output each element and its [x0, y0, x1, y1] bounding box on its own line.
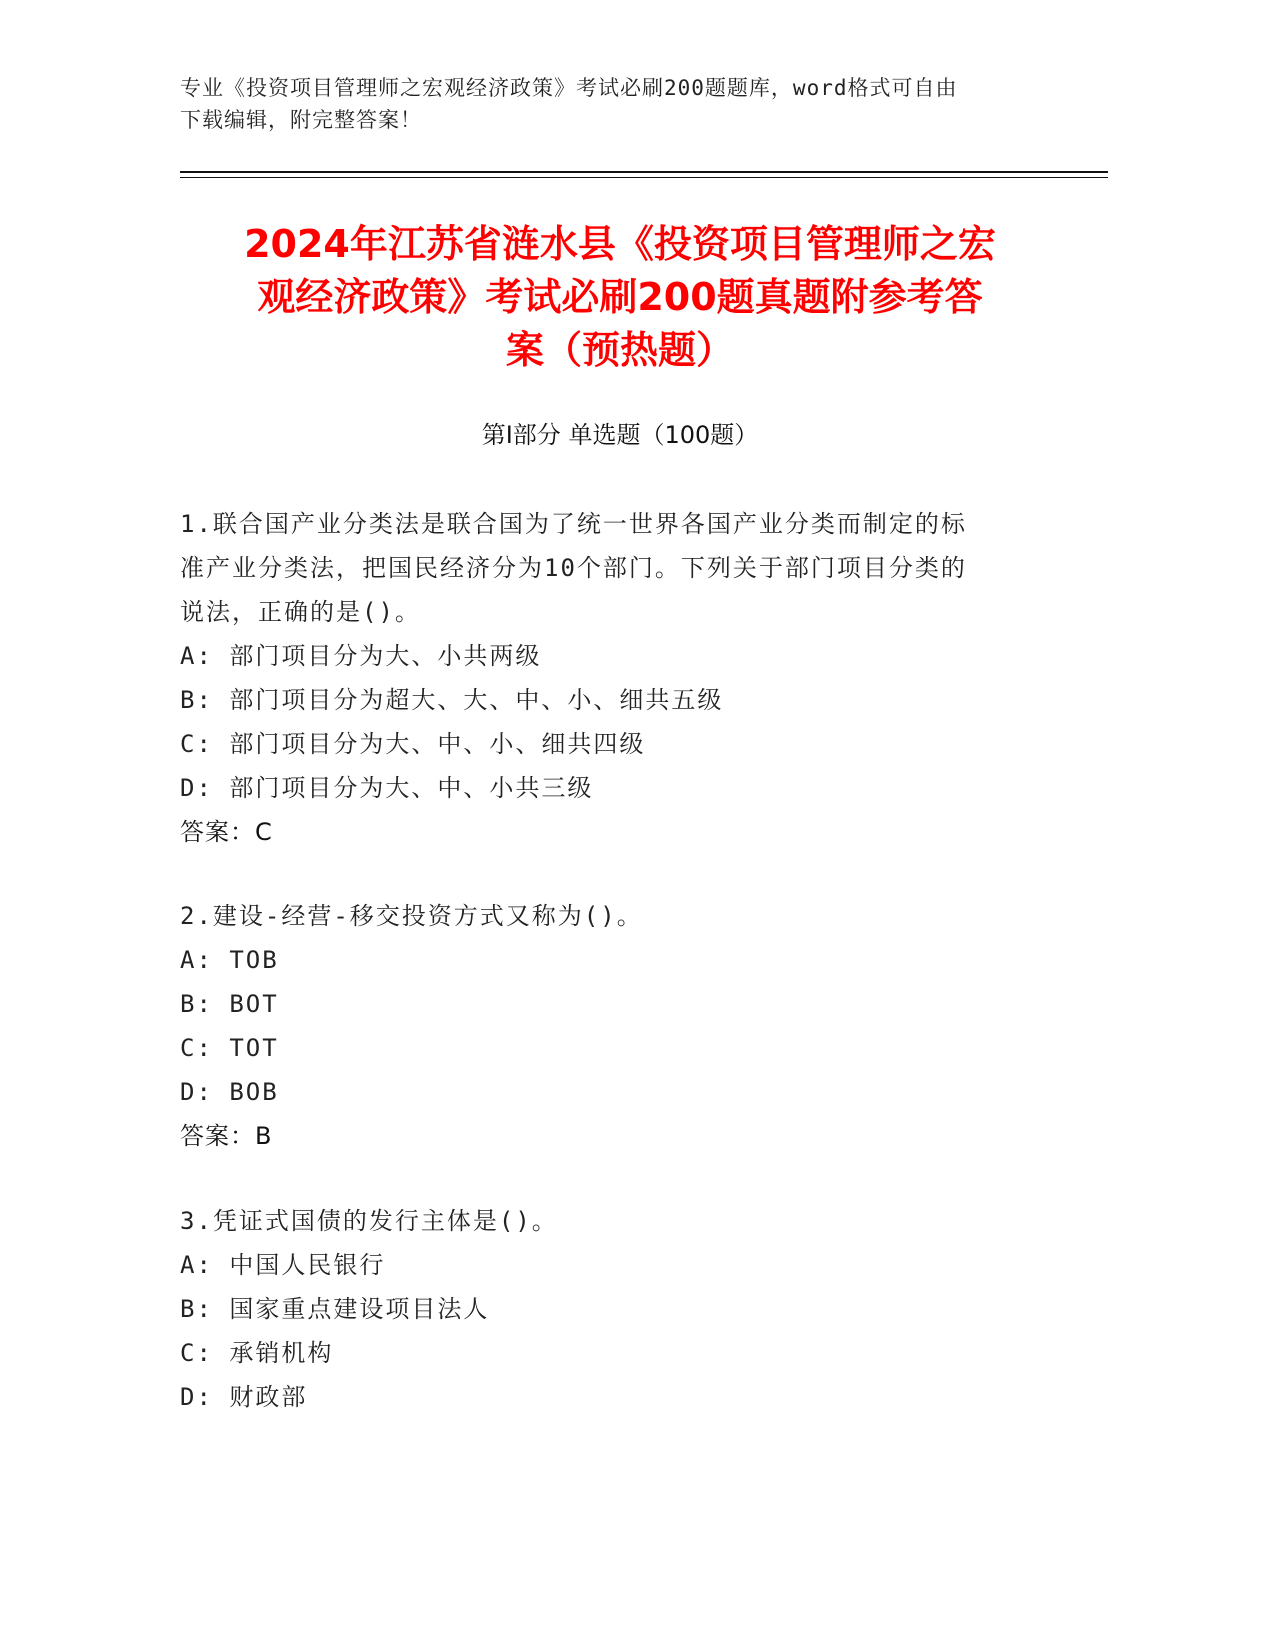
question-stem-line: 说法，正确的是()。: [180, 598, 421, 626]
document-title: [180, 218, 1060, 377]
option-a: A: 部门项目分为大、小共两级: [180, 642, 542, 670]
question-block: [180, 502, 1060, 854]
option-d: D: 部门项目分为大、中、小共三级: [180, 774, 594, 802]
option-c: C: TOT: [180, 1034, 279, 1062]
question-stem-line: 准产业分类法，把国民经济分为10个部门。下列关于部门项目分类的: [180, 554, 967, 582]
answer-line: 答案：C: [180, 818, 273, 846]
question-stem-line: 3.凭证式国债的发行主体是()。: [180, 1207, 558, 1235]
option-b: B: 部门项目分为超大、大、中、小、细共五级: [180, 686, 724, 714]
header-divider-thin: [180, 177, 1108, 178]
option-c: C: 承销机构: [180, 1339, 334, 1367]
question-block: [180, 1199, 1060, 1419]
header-note-line: 下载编辑，附完整答案！: [180, 108, 422, 132]
header-note-line: 专业《投资项目管理师之宏观经济政策》考试必刷200题题库，word格式可自由: [180, 76, 958, 100]
question-block: [180, 894, 1060, 1158]
option-c: C: 部门项目分为大、中、小、细共四级: [180, 730, 646, 758]
question-stem-line: 2.建设-经营-移交投资方式又称为()。: [180, 902, 643, 930]
option-a: A: 中国人民银行: [180, 1251, 386, 1279]
option-a: A: TOB: [180, 946, 279, 974]
header-divider: [180, 171, 1108, 173]
title-line: 2024年江苏省涟水县《投资项目管理师之宏: [244, 222, 996, 266]
section-heading: 第Ⅰ部分 单选题（100题）: [481, 421, 759, 449]
answer-line: 答案：B: [180, 1122, 273, 1150]
header-note: [180, 72, 1040, 136]
title-line: 观经济政策》考试必刷200题真题附参考答: [257, 275, 983, 319]
question-stem-line: 1.联合国产业分类法是联合国为了统一世界各国产业分类而制定的标: [180, 510, 967, 538]
option-d: D: 财政部: [180, 1383, 308, 1411]
option-b: B: 国家重点建设项目法人: [180, 1295, 490, 1323]
option-b: B: BOT: [180, 990, 279, 1018]
title-line: 案（预热题）: [505, 328, 734, 372]
option-d: D: BOB: [180, 1078, 279, 1106]
